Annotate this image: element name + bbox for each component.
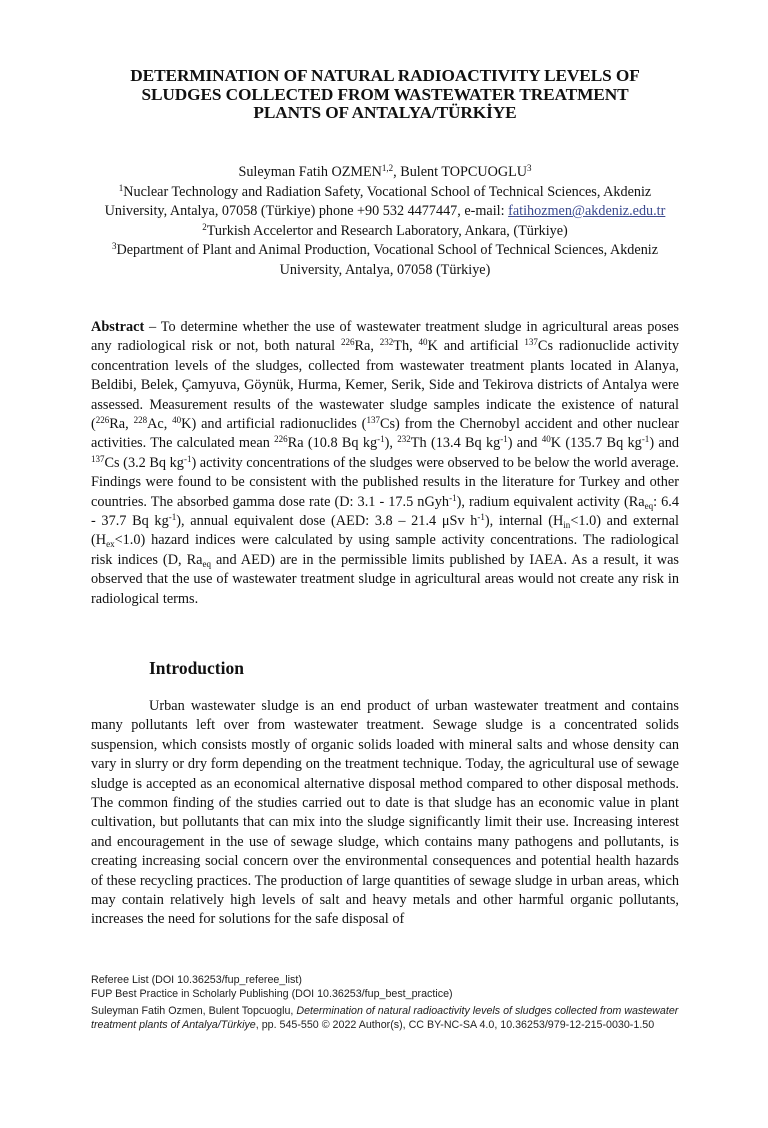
superscript: 226	[340, 337, 355, 348]
superscript: 40	[172, 415, 182, 426]
abstract	[91, 318, 679, 609]
affiliation-3	[91, 241, 679, 280]
superscript: 228	[133, 415, 148, 426]
title-line: SLUDGES COLLECTED FROM WASTEWATER TREATMENT	[141, 84, 629, 104]
superscript: 226	[274, 434, 288, 445]
author-affiliation-marker: 1,2	[381, 163, 394, 173]
superscript: -1	[183, 453, 192, 464]
section-heading-introduction: Introduction	[149, 658, 244, 678]
superscript: 226	[95, 415, 110, 426]
title-line: DETERMINATION OF NATURAL RADIOACTIVITY LEVELS OF	[130, 66, 640, 85]
subscript: ex	[106, 539, 115, 550]
abstract-text: <1.0) and external (H	[91, 513, 679, 549]
abstract-text: ), annual equivalent dose (AED: 3.8 – 21.4 μSv h	[176, 513, 478, 530]
superscript: 232	[379, 337, 394, 348]
abstract-text: K and artificial	[427, 338, 525, 355]
abstract-text: <1.0) hazard indices were calculated by using sample activity concentrations. The radiological risk indices (D, Ra	[91, 532, 679, 568]
abstract-text: Ac,	[147, 416, 173, 433]
email-link[interactable]: fatihozmen@akdeniz.edu.tr	[508, 203, 666, 219]
abstract-text: – To determine whether the use of wastewater treatment sludge in agricultural areas poses any radiological risk or not, both natural	[91, 319, 679, 355]
abstract-text: and AED) are in the permissible limits published by IAEA. As a result, it was observed that the use of wastewater treatment sludge in agricultural areas would not create any risk in radiological terms.	[91, 551, 679, 607]
title-line: PLANTS OF ANTALYA/TÜRKİYE	[253, 103, 517, 122]
introduction-paragraph: Urban wastewater sludge is an end product of urban wastewater treatment and contains many pollutants left over from wastewater treatment. Sewage sludge is a concentrated solids suspension, which consists mostly of organic solids loaded with mineral salts and whose density can vary in slurry or dry form depending on the treatment technique. Today, the agricultural use of sewage sludge is accepted as an economical alternative disposal method compared to other disposal methods. The common finding of the studies carried out to date is that sludge has an economic value in plant cultivation, but pollutants that can mix into the sludge significantly limit their use. Increasing interest and encouragement in the use of sewage sludge, which contains many pathogens and pollutants, is creating increasing social concern over the environmental consequences and potential health hazards of these recycling practices. The production of large quantities of sewage sludge in urban areas, which may contain relatively high levels of salt and heavy metals and other harmful organic pollutants, increases the need for solutions for the safe disposal of	[91, 698, 679, 928]
subscript: eq	[644, 500, 654, 511]
best-practice-note: FUP Best Practice in Scholarly Publishing (DOI 10.36253/fup_best_practice)	[91, 988, 453, 1000]
abstract-text: Cs radionuclide activity concentration levels of the sludges, collected from wastewater treatment plants located in Alanya, Beldibi, Belek, Çamyuva, Göynük, Hurma, Kemer, Serik, Side and Tekirova districts of Antalya were assessed. Measurement results of the wastewater sludge samples indicate the existence of natural (	[91, 338, 679, 433]
author-name: Suleyman Fatih OZMEN	[238, 164, 382, 180]
abstract-label: Abstract	[91, 319, 145, 335]
abstract-text: Cs) from the Chernobyl accident and other nuclear activities. The calculated mean	[91, 416, 680, 452]
subscript: in	[563, 520, 571, 531]
abstract-text: ) and	[649, 435, 679, 452]
abstract-text: : 6.4 - 37.7 Bq kg	[91, 493, 679, 530]
affiliation-marker: 2	[202, 221, 207, 232]
superscript: -1	[477, 512, 485, 523]
abstract-text: Th,	[393, 338, 419, 355]
abstract-text: ) and	[507, 435, 542, 452]
abstract-text: Ra (10.8 Bq kg	[287, 435, 378, 452]
superscript: 137	[91, 453, 105, 464]
citation-authors: Suleyman Fatih Ozmen, Bulent Topcuoglu,	[91, 1005, 297, 1017]
abstract-text: Ra,	[354, 338, 380, 355]
abstract-text: ), radium equivalent activity (Ra	[456, 493, 645, 510]
affiliation-text: Nuclear Technology and Radiation Safety, Vocational School of Technical Sciences, Akdeniz University, Antalya, 07058 (Türkiye) phone +90 532 4477447, e-mail:	[104, 183, 652, 219]
abstract-text: K) and artificial radionuclides (	[181, 416, 367, 433]
paper-title	[91, 67, 679, 123]
author-affiliation-marker: 3	[527, 163, 532, 173]
affiliation-1	[91, 183, 679, 222]
abstract-text: ), internal (H	[484, 513, 564, 530]
author-separator: ,	[393, 164, 401, 180]
page-footer	[91, 973, 679, 1032]
superscript: 40	[541, 434, 551, 445]
abstract-text: ),	[384, 435, 398, 452]
affiliation-marker: 1	[118, 182, 124, 193]
abstract-text: Ra,	[109, 416, 134, 433]
author-name: Bulent TOPCUOGLU	[400, 164, 528, 180]
superscript: -1	[500, 434, 508, 445]
superscript: -1	[641, 434, 650, 445]
citation-details: , pp. 545-550 © 2022 Author(s), CC BY-NC-SA 4.0, 10.36253/979-12-215-0030-1.50	[255, 1019, 655, 1031]
author-block	[91, 163, 679, 280]
affiliation-marker: 3	[111, 241, 117, 251]
abstract-text: K (135.7 Bq kg	[550, 435, 642, 452]
superscript: 40	[418, 337, 428, 348]
citation	[91, 1004, 679, 1032]
affiliation-text: Turkish Accelertor and Research Laboratory, Ankara, (Türkiye)	[206, 222, 568, 239]
referee-list-note: Referee List (DOI 10.36253/fup_referee_list)	[91, 974, 302, 986]
abstract-text: Cs (3.2 Bq kg	[104, 454, 184, 471]
superscript: -1	[377, 434, 385, 445]
abstract-text: Th (13.4 Bq kg	[410, 435, 501, 452]
subscript: eq	[202, 558, 211, 569]
superscript: -1	[168, 512, 177, 523]
affiliation-2	[91, 222, 679, 242]
superscript: 137	[366, 415, 380, 426]
abstract-text: ) activity concentrations of the sludges were observed to be below the world average. Findings were found to be consistent with the published results in the literature for Turkey and other countries. The absorbed gamma dose rate (D: 3.1 - 17.5 nGyh	[91, 454, 680, 510]
superscript: 137	[524, 337, 538, 348]
affiliation-text: Department of Plant and Animal Production, Vocational School of Technical Sciences, Akdeniz University, Antalya, 07058 (Türkiye)	[116, 242, 659, 278]
superscript: -1	[449, 492, 457, 503]
abstract-body	[91, 319, 679, 607]
superscript: 232	[397, 434, 411, 445]
author-list	[91, 163, 679, 183]
citation-title: Determination of natural radioactivity levels of sludges collected from wastewater treatment plants of Antalya/Türkiye	[91, 1005, 679, 1031]
